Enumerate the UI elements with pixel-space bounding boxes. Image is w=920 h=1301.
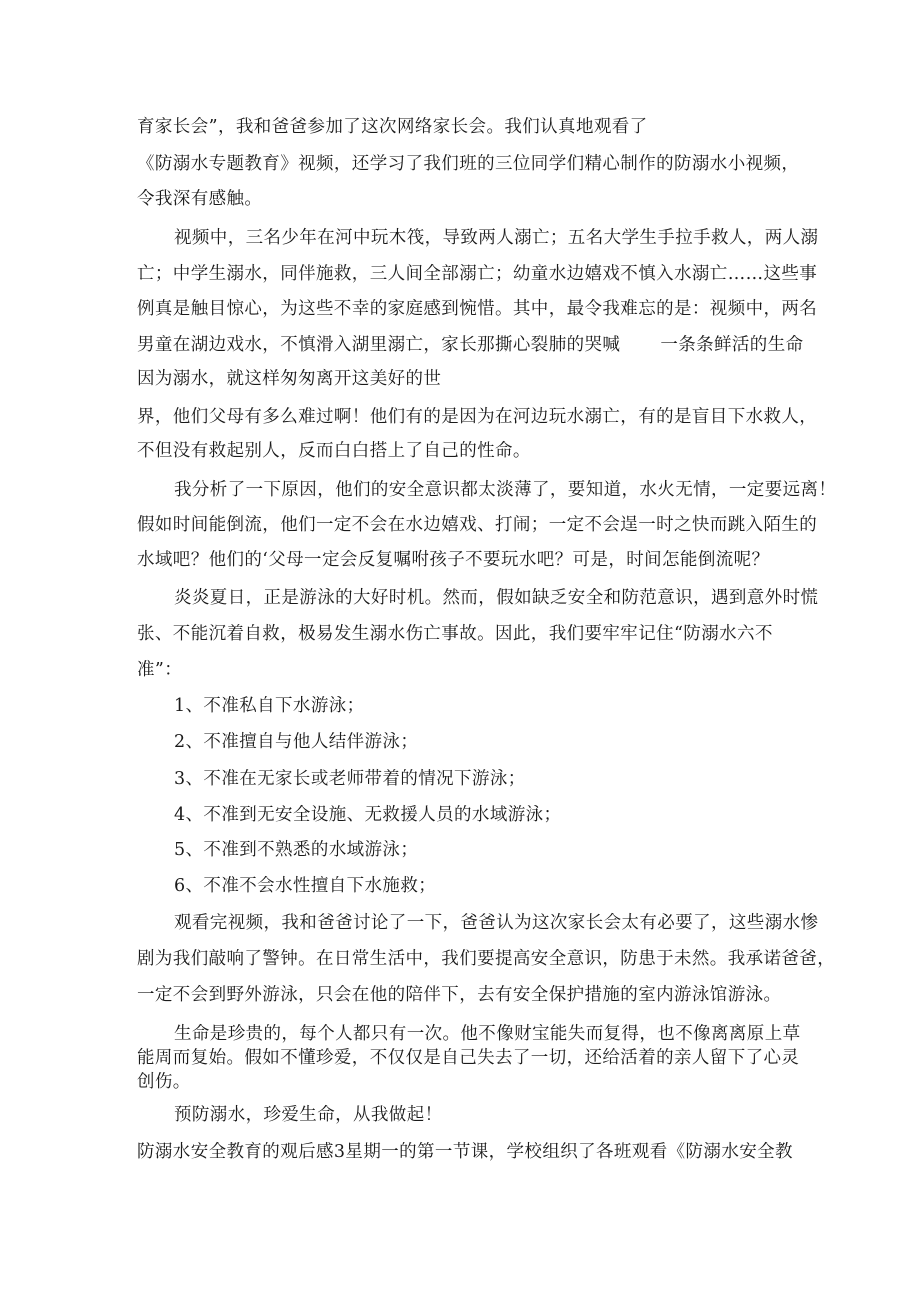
text-line: 亡；中学生溺水，同伴施救，三人间全部溺亡；幼童水边嬉戏不慎入水溺亡……这些事 xyxy=(137,264,818,284)
text-line: 一定不会到野外游泳，只会在他的陪伴下，去有安全保护措施的室内游泳馆游泳。 xyxy=(137,985,782,1005)
rule-item-6: 6、不准不会水性擅自下水施救； xyxy=(174,876,437,896)
text-line: 育家长会”，我和爸爸参加了这次网络家长会。我们认真地观看了 xyxy=(137,117,648,137)
rule-item-4: 4、不准到无安全设施、无救援人员的水域游泳； xyxy=(174,805,562,825)
text-segment: 一条条鲜活的生命 xyxy=(660,335,804,355)
paragraph-first-line: 视频中，三名少年在河中玩木筏，导致两人溺亡；五名大学生手拉手救人，两人溺 xyxy=(174,228,819,248)
paragraph-first-line: 生命是珍贵的，每个人都只有一次。他不像财宝能失而复得，也不像离离原上草 xyxy=(174,1024,801,1044)
rule-item-3: 3、不准在无家长或老师带着的情况下游泳； xyxy=(174,769,526,789)
text-segment: 男童在湖边戏水，不慎滑入湖里溺亡，家长那撕心裂肺的哭喊 xyxy=(137,335,621,355)
text-line: 防溺水安全教育的观后感3星期一的第一节课，学校组织了各班观看《防溺水安全教 xyxy=(137,1142,793,1162)
text-line: 因为溺水，就这样匆匆离开这美好的世 xyxy=(137,369,442,389)
text-line: 张、不能沉着自救，极易发生溺水伤亡事故。因此，我们要牢牢记住“防溺水六不 xyxy=(137,624,773,644)
text-line: 界，他们父母有多么难过啊！他们有的是因为在河边玩水溺亡，有的是盲目下水救人， xyxy=(137,407,818,427)
rule-item-2: 2、不准擅自与他人结伴游泳； xyxy=(174,732,419,752)
paragraph-first-line: 观看完视频，我和爸爸讨论了一下，爸爸认为这次家长会太有必要了，这些溺水惨 xyxy=(174,913,819,933)
text-line: 例真是触目惊心，为这些不幸的家庭感到惋惜。其中，最令我难忘的是：视频中，两名 xyxy=(137,299,818,319)
rule-item-1: 1、不准私自下水游泳； xyxy=(174,696,365,716)
text-line: 剧为我们敲响了警钟。在日常生活中，我们要提高安全意识，防患于未然。我承诺爸爸， xyxy=(137,949,836,969)
text-line: 水域吧？他们的‘父母一定会反复嘱咐孩子不要玩水吧？可是，时间怎能倒流呢？ xyxy=(137,550,770,570)
text-line: 创伤。 xyxy=(137,1072,191,1092)
text-line: 能周而复始。假如不懂珍爱，不仅仅是自己失去了一切，还给活着的亲人留下了心灵 xyxy=(137,1048,800,1068)
paragraph-first-line: 炎炎夏日，正是游泳的大好时机。然而，假如缺乏安全和防范意识，遇到意外时慌 xyxy=(174,588,819,608)
text-line: 不但没有救起别人，反而白白搭上了自己的性命。 xyxy=(137,441,531,461)
paragraph-first-line: 预防溺水，珍爱生命，从我做起！ xyxy=(174,1105,443,1125)
text-line: 《防溺水专题教育》视频，还学习了我们班的三位同学们精心制作的防溺水小视频， xyxy=(137,154,800,174)
text-line xyxy=(137,333,804,357)
text-line: 准”： xyxy=(137,660,183,680)
paragraph-first-line: 我分析了一下原因，他们的安全意识都太淡薄了，要知道，水火无情，一定要远离！ xyxy=(174,480,837,500)
rule-item-5: 5、不准到不熟悉的水域游泳； xyxy=(174,840,419,860)
text-line: 假如时间能倒流，他们一定不会在水边嬉戏、打闹；一定不会逞一时之快而跳入陌生的 xyxy=(137,515,818,535)
text-line: 令我深有感触。 xyxy=(137,189,263,209)
